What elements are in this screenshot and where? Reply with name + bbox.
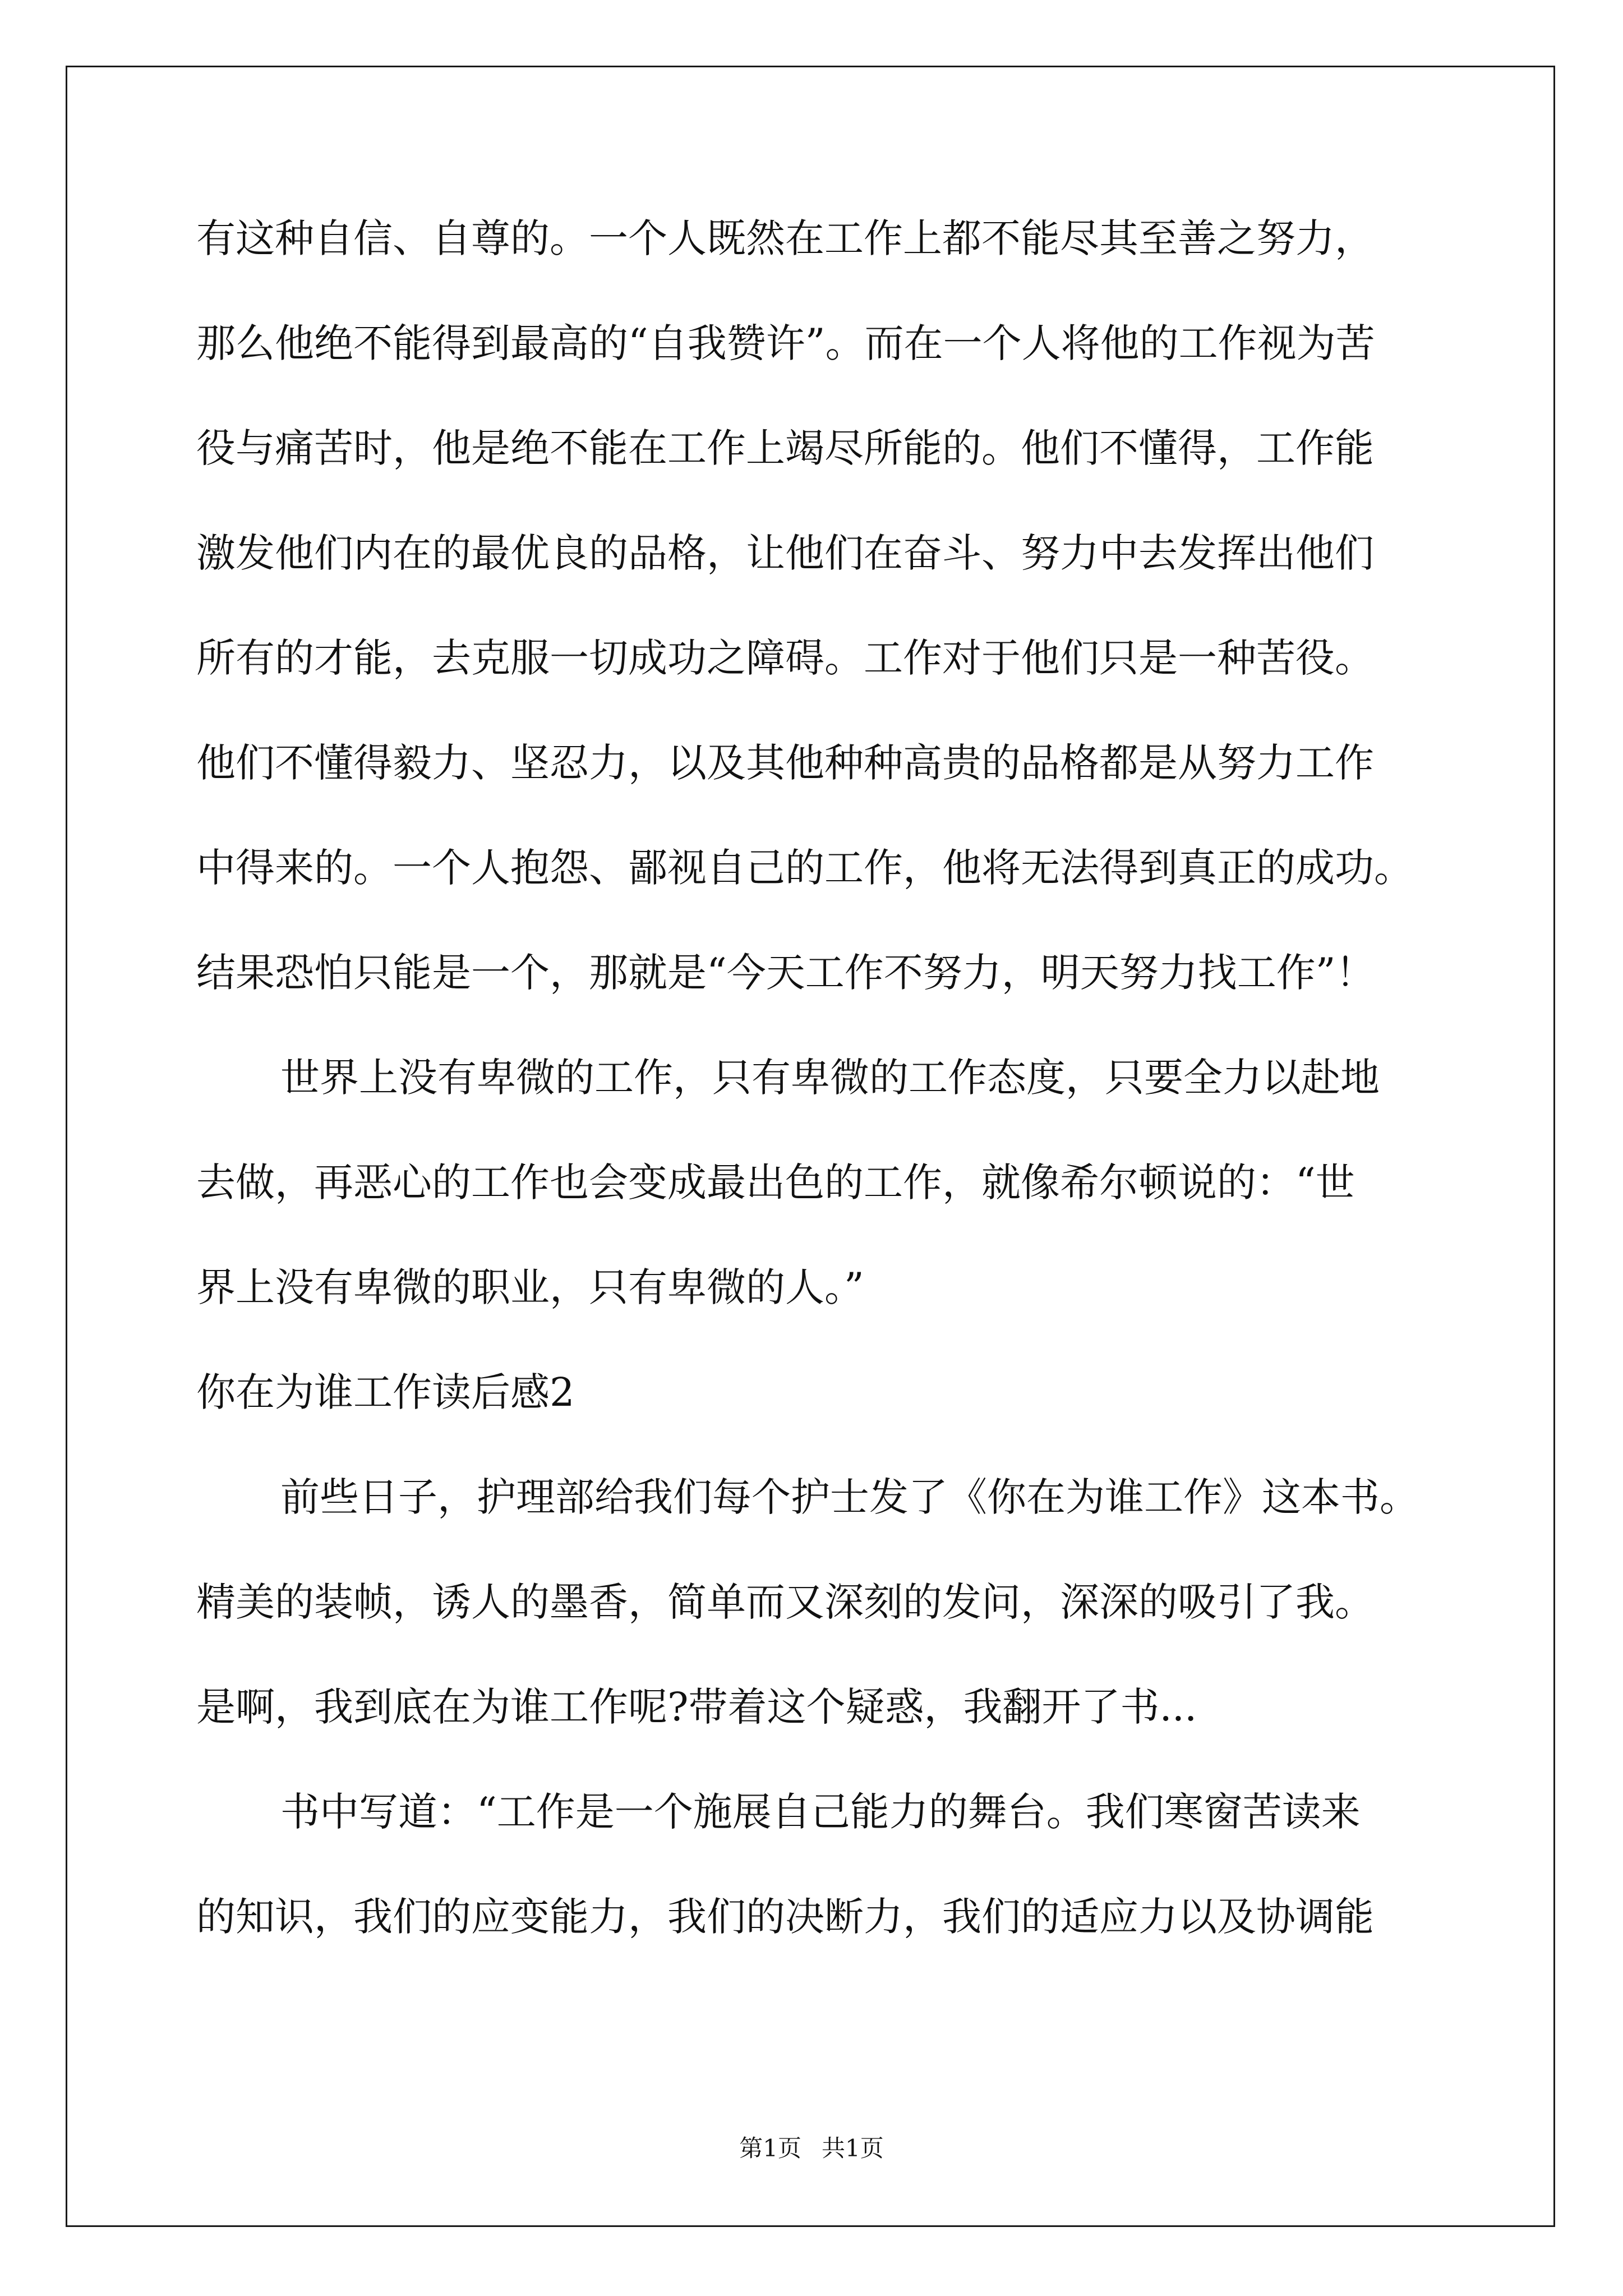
paragraph-start-line: 前些日子，护理部给我们每个护士发了《你在为谁工作》这本书。: [280, 1474, 1419, 1520]
text-line: 中得来的。一个人抱怨、鄙视自己的工作，他将无法得到真正的成功。: [196, 845, 1413, 891]
text-line: 他们不懂得毅力、坚忍力，以及其他种种高贵的品格都是从努力工作: [196, 740, 1374, 786]
text-line: 那么他绝不能得到最高的“自我赞许”。而在一个人将他的工作视为苦: [196, 320, 1375, 366]
text-line: 结果恐怕只能是一个，那就是“今天工作不努力，明天努力找工作”！: [196, 950, 1375, 996]
page-footer: [0, 2132, 1623, 2165]
text-line: 有这种自信、自尊的。一个人既然在工作上都不能尽其至善之努力，: [196, 215, 1374, 261]
page-total: 共1页: [822, 2134, 884, 2162]
text-line: 的知识，我们的应变能力，我们的决断力，我们的适应力以及协调能: [196, 1894, 1374, 1940]
text-line: 去做，再恶心的工作也会变成最出色的工作，就像希尔顿说的：“世: [196, 1159, 1355, 1205]
text-line: 激发他们内在的最优良的品格，让他们在奋斗、努力中去发挥出他们: [196, 530, 1374, 576]
text-line: 所有的才能，去克服一切成功之障碍。工作对于他们只是一种苦役。: [196, 635, 1374, 681]
text-line: 是啊，我到底在为谁工作呢?带着这个疑惑，我翻开了书...: [196, 1684, 1197, 1730]
section-heading: 你在为谁工作读后感2: [196, 1369, 575, 1415]
text-line: 役与痛苦时，他是绝不能在工作上竭尽所能的。他们不懂得，工作能: [196, 425, 1374, 471]
paragraph-start-line: 世界上没有卑微的工作，只有卑微的工作态度，只要全力以赴地: [280, 1055, 1380, 1101]
text-line: 界上没有卑微的职业，只有卑微的人。”: [196, 1264, 864, 1310]
page-number: 第1页: [739, 2134, 801, 2162]
paragraph-start-line: 书中写道：“工作是一个施展自己能力的舞台。我们寒窗苦读来: [280, 1789, 1361, 1835]
text-line: 精美的装帧，诱人的墨香，简单而又深刻的发问，深深的吸引了我。: [196, 1579, 1374, 1625]
